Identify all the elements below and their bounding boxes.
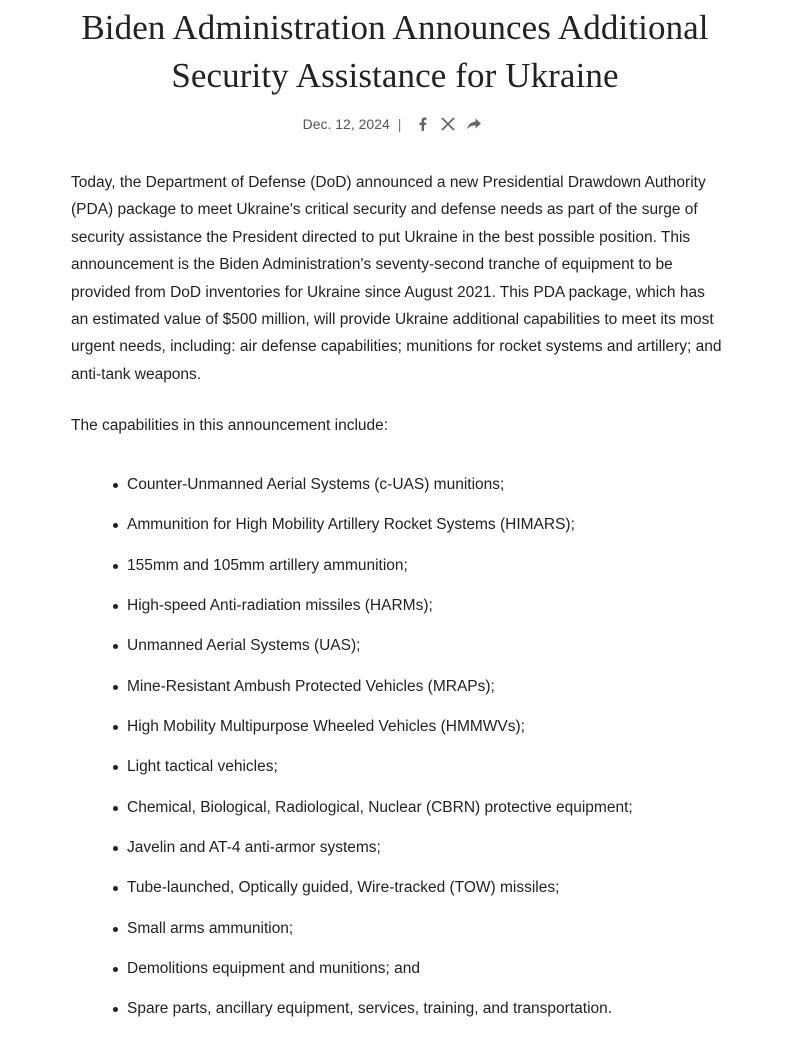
article-meta	[0, 113, 790, 135]
article-title	[20, 4, 770, 100]
x-share-button[interactable]	[440, 116, 456, 132]
x-icon	[441, 117, 455, 131]
list-item: Javelin and AT-4 anti-armor systems;	[71, 837, 751, 877]
list-item: Unmanned Aerial Systems (UAS);	[71, 635, 751, 675]
list-item: 155mm and 105mm artillery ammunition;	[71, 555, 751, 595]
capabilities-label: The capabilities in this announcement include:	[71, 417, 389, 434]
list-item: Ammunition for High Mobility Artillery Rocket Systems (HIMARS);	[71, 514, 751, 554]
facebook-icon	[418, 117, 427, 131]
facebook-share-button[interactable]	[414, 116, 430, 132]
list-item: High Mobility Multipurpose Wheeled Vehicles (HMMWVs);	[71, 716, 751, 756]
list-item: Spare parts, ancillary equipment, services, training, and transportation.	[71, 998, 751, 1038]
list-item: Small arms ammunition;	[71, 918, 751, 958]
capabilities-list	[71, 474, 751, 1039]
intro-paragraph: Today, the Department of Defense (DoD) announced a new Presidential Drawdown Authority (PDA) package to meet Ukraine's critical security and defense needs as part of the surge of security assistance the President directed to put Ukraine in the best possible position. This announcement is the Biden Administration's seventy-second tranche of equipment to be provided from DoD inventories for Ukraine since August 2021. This PDA package, which has an estimated value of $500 million, will provide Ukraine additional capabilities to meet its most urgent needs, including: air defense capabilities; munitions for rocket systems and artillery; and anti-tank weapons.	[71, 174, 722, 383]
list-item: Mine-Resistant Ambush Protected Vehicles (MRAPs);	[71, 676, 751, 716]
article-title-line-2: Security Assistance for Ukraine	[171, 56, 619, 95]
share-button[interactable]	[466, 116, 482, 132]
list-item: Demolitions equipment and munitions; and	[71, 958, 751, 998]
publish-date: Dec. 12, 2024	[302, 116, 390, 132]
share-icon	[466, 117, 482, 131]
article-title-line-1: Biden Administration Announces Additional	[81, 8, 709, 47]
list-item: Counter-Unmanned Aerial Systems (c-UAS) munitions;	[71, 474, 751, 514]
list-item: Chemical, Biological, Radiological, Nuclear (CBRN) protective equipment;	[71, 797, 751, 837]
list-item: High-speed Anti-radiation missiles (HARMs);	[71, 595, 751, 635]
list-item: Tube-launched, Optically guided, Wire-tracked (TOW) missiles;	[71, 877, 751, 917]
list-item: Light tactical vehicles;	[71, 756, 751, 796]
meta-separator: |	[397, 116, 402, 132]
